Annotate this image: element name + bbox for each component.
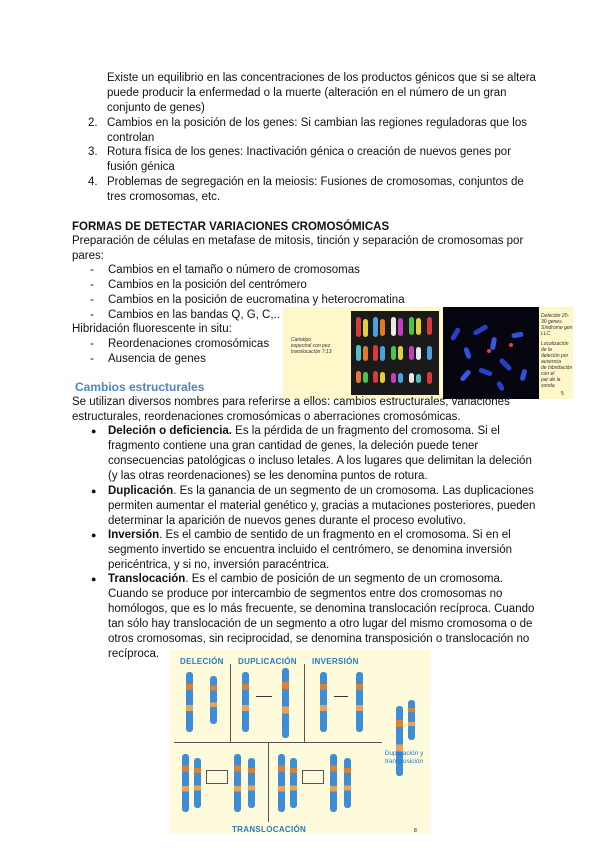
chromosome (210, 676, 217, 724)
dash-marker: - (90, 264, 94, 276)
text-line: pericéntrica, y si no, inversión paracéntrica. (108, 559, 330, 571)
list-item: Reordenaciones cromosómicas (108, 338, 270, 350)
chromosome (278, 754, 285, 812)
text-line: otros cromosomas, sin reciprocidad, se denomina transposición o translocación no (108, 633, 530, 645)
fish-line: Hibridación fluorescente in situ: (72, 323, 232, 335)
list-item: Cambios en la posición de eucromatina y heterocromatina (108, 294, 405, 306)
text-line: recíproca. (108, 648, 160, 660)
chromosome (356, 672, 363, 732)
chromosome (290, 758, 297, 808)
caption-line: Cariotipo (291, 337, 312, 343)
list-item (107, 145, 511, 175)
label-line: transposición (384, 758, 424, 765)
text-line: puede producir la enfermedad o la muerte (alteración en el número de un gran (107, 87, 507, 99)
grid-divider (230, 664, 231, 742)
bullet-marker: ● (91, 486, 97, 496)
caption-line: de hibridación con el (541, 365, 573, 377)
caption-line: Deleción 20-30 genes. (541, 313, 570, 325)
bullet-term: Inversión (108, 529, 160, 541)
text-line: estructurales, reordenaciones cromosómicas o aberraciones cromosómicas. (72, 411, 461, 423)
chromosome (330, 754, 337, 812)
text-line: pares: (72, 250, 104, 262)
chromosome (344, 758, 351, 808)
list-item: Ausencia de genes (108, 353, 206, 365)
diagram-title-deletion: DELECIÓN (180, 657, 224, 666)
diagram-title-translocation: TRANSLOCACIÓN (232, 825, 307, 834)
dash-marker: - (90, 338, 94, 350)
duplication-transposition-label (380, 750, 428, 766)
chromosome (248, 758, 255, 808)
text-line: Problemas de segregación en la meiosis: Fusiones de cromosomas, conjuntos de (107, 176, 524, 188)
text-line: controlan (107, 132, 155, 144)
figure-page-number: 8 (414, 828, 417, 834)
section-heading: FORMAS DE DETECTAR VARIACIONES CROMOSÓMICAS (72, 221, 390, 233)
text-line: tan sólo hay translocación de un segmento a otro lugar del mismo cromosoma o de (108, 618, 533, 630)
text-line: fusión génica (107, 161, 175, 173)
list-item (108, 528, 548, 573)
text-line: Cambios en la posición de los genes: Si cambian las regiones reguladoras que los (107, 117, 527, 129)
text-line: fragmento contiene una gran cantidad de genes, la deleción puede tener (108, 440, 479, 452)
intro-paragraph (107, 71, 547, 116)
bullet-term: Duplicación (108, 485, 174, 497)
list-item: Cambios en las bandas Q, G, C,.. (108, 309, 280, 321)
grid-divider (304, 664, 305, 742)
caption-line: Localización de la (541, 341, 569, 353)
text-line: (y las otras reordenaciones) se les denomina puntos de rotura. (108, 470, 428, 482)
chromosome (234, 754, 241, 812)
bullet-term: Translocación (108, 573, 186, 585)
grid-divider (174, 742, 382, 743)
bullet-marker: ● (91, 574, 97, 584)
diagram-title-inversion: INVERSIÓN (312, 657, 359, 666)
caption-line: par de la sonda (541, 377, 561, 389)
list-item (107, 116, 527, 146)
list-item: Cambios en la posición del centrómero (108, 279, 307, 291)
figure-page-number: 5 (561, 391, 564, 397)
text-line: Se utilizan diversos nombres para referirse a ellos: cambios estructurales, variaciones (72, 396, 510, 408)
fish-image (443, 307, 539, 399)
chromosome (320, 672, 327, 732)
dash-marker: - (90, 279, 94, 291)
list-item (108, 572, 548, 662)
text-line: Rotura física de los genes: Inactivación génica o creación de nuevos genes por (107, 146, 512, 158)
list-number: 2. (88, 117, 98, 129)
text-line: consecuencias patológicas o incluso letales. A los lugares que delimitan la deleción (108, 455, 532, 467)
chromosome (194, 758, 201, 808)
text-line: conjunto de genes) (107, 102, 205, 114)
dash-marker: - (90, 309, 94, 321)
label-line: Duplicación y (384, 750, 424, 757)
caption-line: deleción por ausencia (541, 353, 569, 365)
list-item: Cambios en el tamaño o número de cromosomas (108, 264, 360, 276)
text-line: . Es el cambio de sentido de un fragmento en el cromosoma. Si en el (159, 529, 511, 541)
list-number: 4. (88, 176, 98, 188)
chromosome (282, 668, 289, 738)
text-line: homólogos, que es lo más frecuente, se denomina translocación recíproca. Cuando (108, 603, 535, 615)
list-item (107, 175, 524, 205)
fish-caption-bottom (541, 341, 573, 389)
text-line: . Es el cambio de posición de un segmento de un cromosoma. (185, 573, 504, 585)
fish-caption-top (541, 313, 573, 337)
arrow-box (206, 770, 228, 784)
spectral-karyotype-image (351, 311, 439, 395)
arrow (334, 696, 348, 697)
list-item (108, 424, 548, 484)
structural-changes-diagram (170, 650, 430, 834)
bullet-marker: ● (91, 530, 97, 540)
karyotype-figure (283, 307, 573, 399)
dash-marker: - (90, 294, 94, 306)
chromosome (408, 700, 415, 740)
caption-line: Síndrome gen LLC (541, 325, 573, 337)
prep-paragraph (72, 234, 542, 264)
list-number: 3. (88, 146, 98, 158)
chromosome (182, 754, 189, 812)
text-line: Es la pérdida de un fragmento del cromosoma. Si el (231, 425, 500, 437)
text-line: . Es la ganancia de un segmento de un cromosoma. Las duplicaciones (173, 485, 534, 497)
arrow (256, 696, 272, 697)
text-line: determinar la aparición de nuevos genes durante el proceso evolutivo. (108, 515, 466, 527)
text-line: tres cromosomas, etc. (107, 191, 221, 203)
caption-line: translocación 7;13 (291, 349, 332, 355)
text-line: segmento invertido se encuentra incluido el centrómero, se denomina inversión (108, 544, 513, 556)
bullet-term: Deleción o deficiencia. (108, 425, 232, 437)
arrow-box (302, 770, 324, 784)
chromosome (186, 672, 193, 732)
list-item (108, 484, 548, 529)
dash-marker: - (90, 353, 94, 365)
chromosome (242, 672, 249, 732)
text-line: permiten aumentar el material genético y, gracias a mutaciones posteriores, pueden (108, 500, 536, 512)
structural-intro (72, 395, 542, 425)
text-line: Preparación de células en metafase de mitosis, tinción y separación de cromosomas por (72, 235, 524, 247)
caption-line: espectral con pez (291, 343, 331, 349)
karyotype-caption (291, 337, 349, 355)
text-line: Cuando se produce por intercambio de segmentos entre dos cromosomas no (108, 588, 503, 600)
text-line: Existe un equilibrio en las concentraciones de los productos génicos que si se altera (107, 72, 536, 84)
structural-heading: Cambios estructurales (75, 380, 205, 394)
diagram-title-duplication: DUPLICACIÓN (238, 657, 297, 666)
grid-divider (268, 742, 269, 822)
bullet-marker: ● (91, 426, 97, 436)
